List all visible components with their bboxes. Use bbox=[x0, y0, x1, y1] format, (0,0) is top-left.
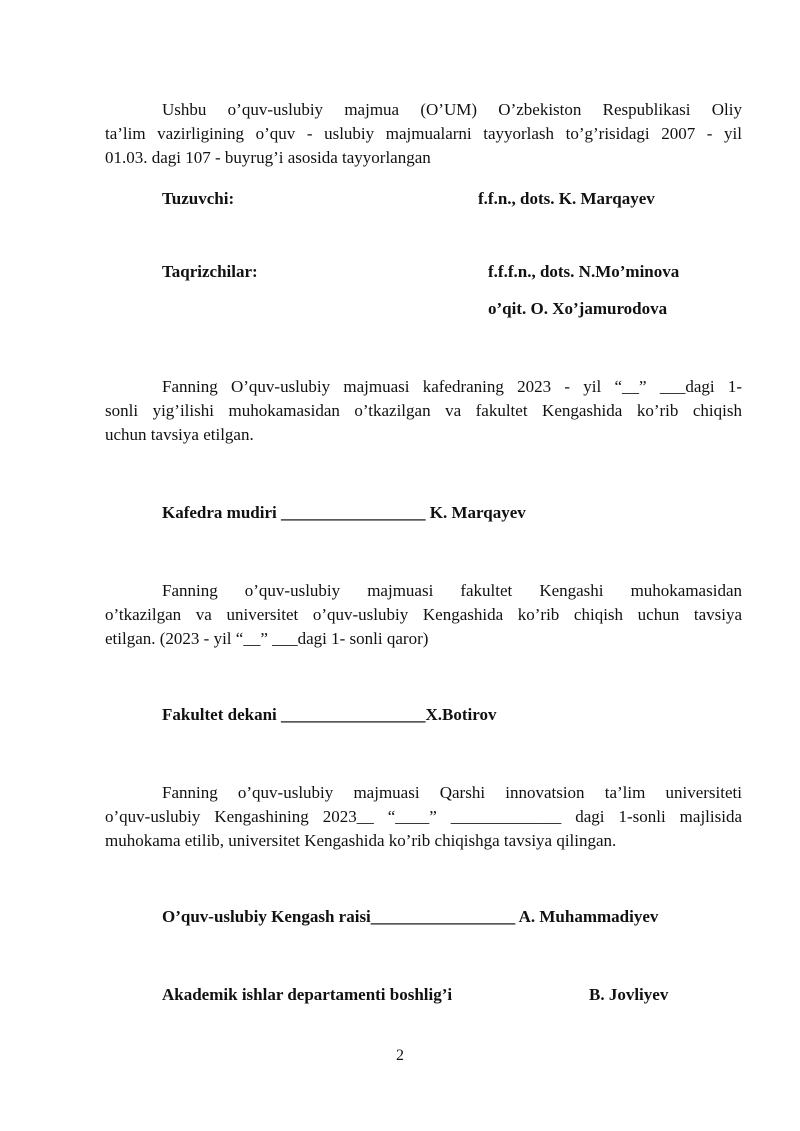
academic-head-label: Akademik ishlar departamenti boshlig’i bbox=[162, 985, 453, 1004]
dept-approval-line-3: uchun tavsiya etilgan. bbox=[105, 425, 254, 444]
faculty-approval-line-3: etilgan. (2023 - yil “__” ___dagi 1- sonli qaror) bbox=[105, 629, 429, 648]
university-approval-line-3: muhokama etilib, universitet Kengashida ko’rib chiqishga tavsiya qilingan. bbox=[105, 831, 617, 850]
dept-approval-paragraph bbox=[105, 375, 742, 447]
dean-signature: Fakultet dekani _________________X.Botirov bbox=[162, 705, 497, 724]
reviewers-label: Taqrizchilar: bbox=[162, 262, 258, 281]
faculty-approval-line-2: o’tkazilgan va universitet o’quv-uslubiy Kengashida ko’rib chiqish uchun tavsiya bbox=[105, 605, 742, 624]
page-number: 2 bbox=[396, 1047, 404, 1064]
university-approval-line-2: o’quv-uslubiy Kengashining 2023__ “____” _____________ dagi 1-sonli majlisida bbox=[105, 807, 742, 826]
reviewer-name-1: f.f.f.n., dots. N.Mo’minova bbox=[488, 262, 680, 281]
reviewer-name-2: o’qit. O. Xo’jamurodova bbox=[488, 299, 668, 318]
academic-head-name: B. Jovliyev bbox=[589, 985, 669, 1004]
intro-line-1: Ushbu o’quv-uslubiy majmua (O’UM) O’zbekiston Respublikasi Oliy bbox=[162, 100, 742, 119]
university-approval-paragraph bbox=[105, 781, 742, 853]
dept-approval-line-2: sonli yig’ilishi muhokamasidan o’tkazilgan va fakultet Kengashida ko’rib chiqish bbox=[105, 401, 742, 420]
intro-paragraph bbox=[105, 98, 742, 170]
compiler-name: f.f.n., dots. K. Marqayev bbox=[478, 189, 655, 208]
council-chair-signature: O’quv-uslubiy Kengash raisi_________________ A. Muhammadiyev bbox=[162, 907, 659, 926]
intro-line-2: ta’lim vazirligining o’quv - uslubiy majmualarni tayyorlash to’g’risidagi 2007 - yil bbox=[105, 124, 742, 143]
dept-approval-line-1: Fanning O’quv-uslubiy majmuasi kafedraning 2023 - yil “__” ___dagi 1- bbox=[162, 377, 742, 396]
dept-head-signature: Kafedra mudiri _________________ K. Marqayev bbox=[162, 503, 526, 522]
university-approval-line-1: Fanning o’quv-uslubiy majmuasi Qarshi innovatsion ta’lim universiteti bbox=[162, 783, 742, 802]
faculty-approval-line-1: Fanning o’quv-uslubiy majmuasi fakultet Kengashi muhokamasidan bbox=[162, 581, 742, 600]
faculty-approval-paragraph bbox=[105, 579, 742, 651]
compiler-label: Tuzuvchi: bbox=[162, 189, 235, 208]
intro-line-3: 01.03. dagi 107 - buyrug’i asosida tayyorlangan bbox=[105, 148, 431, 167]
